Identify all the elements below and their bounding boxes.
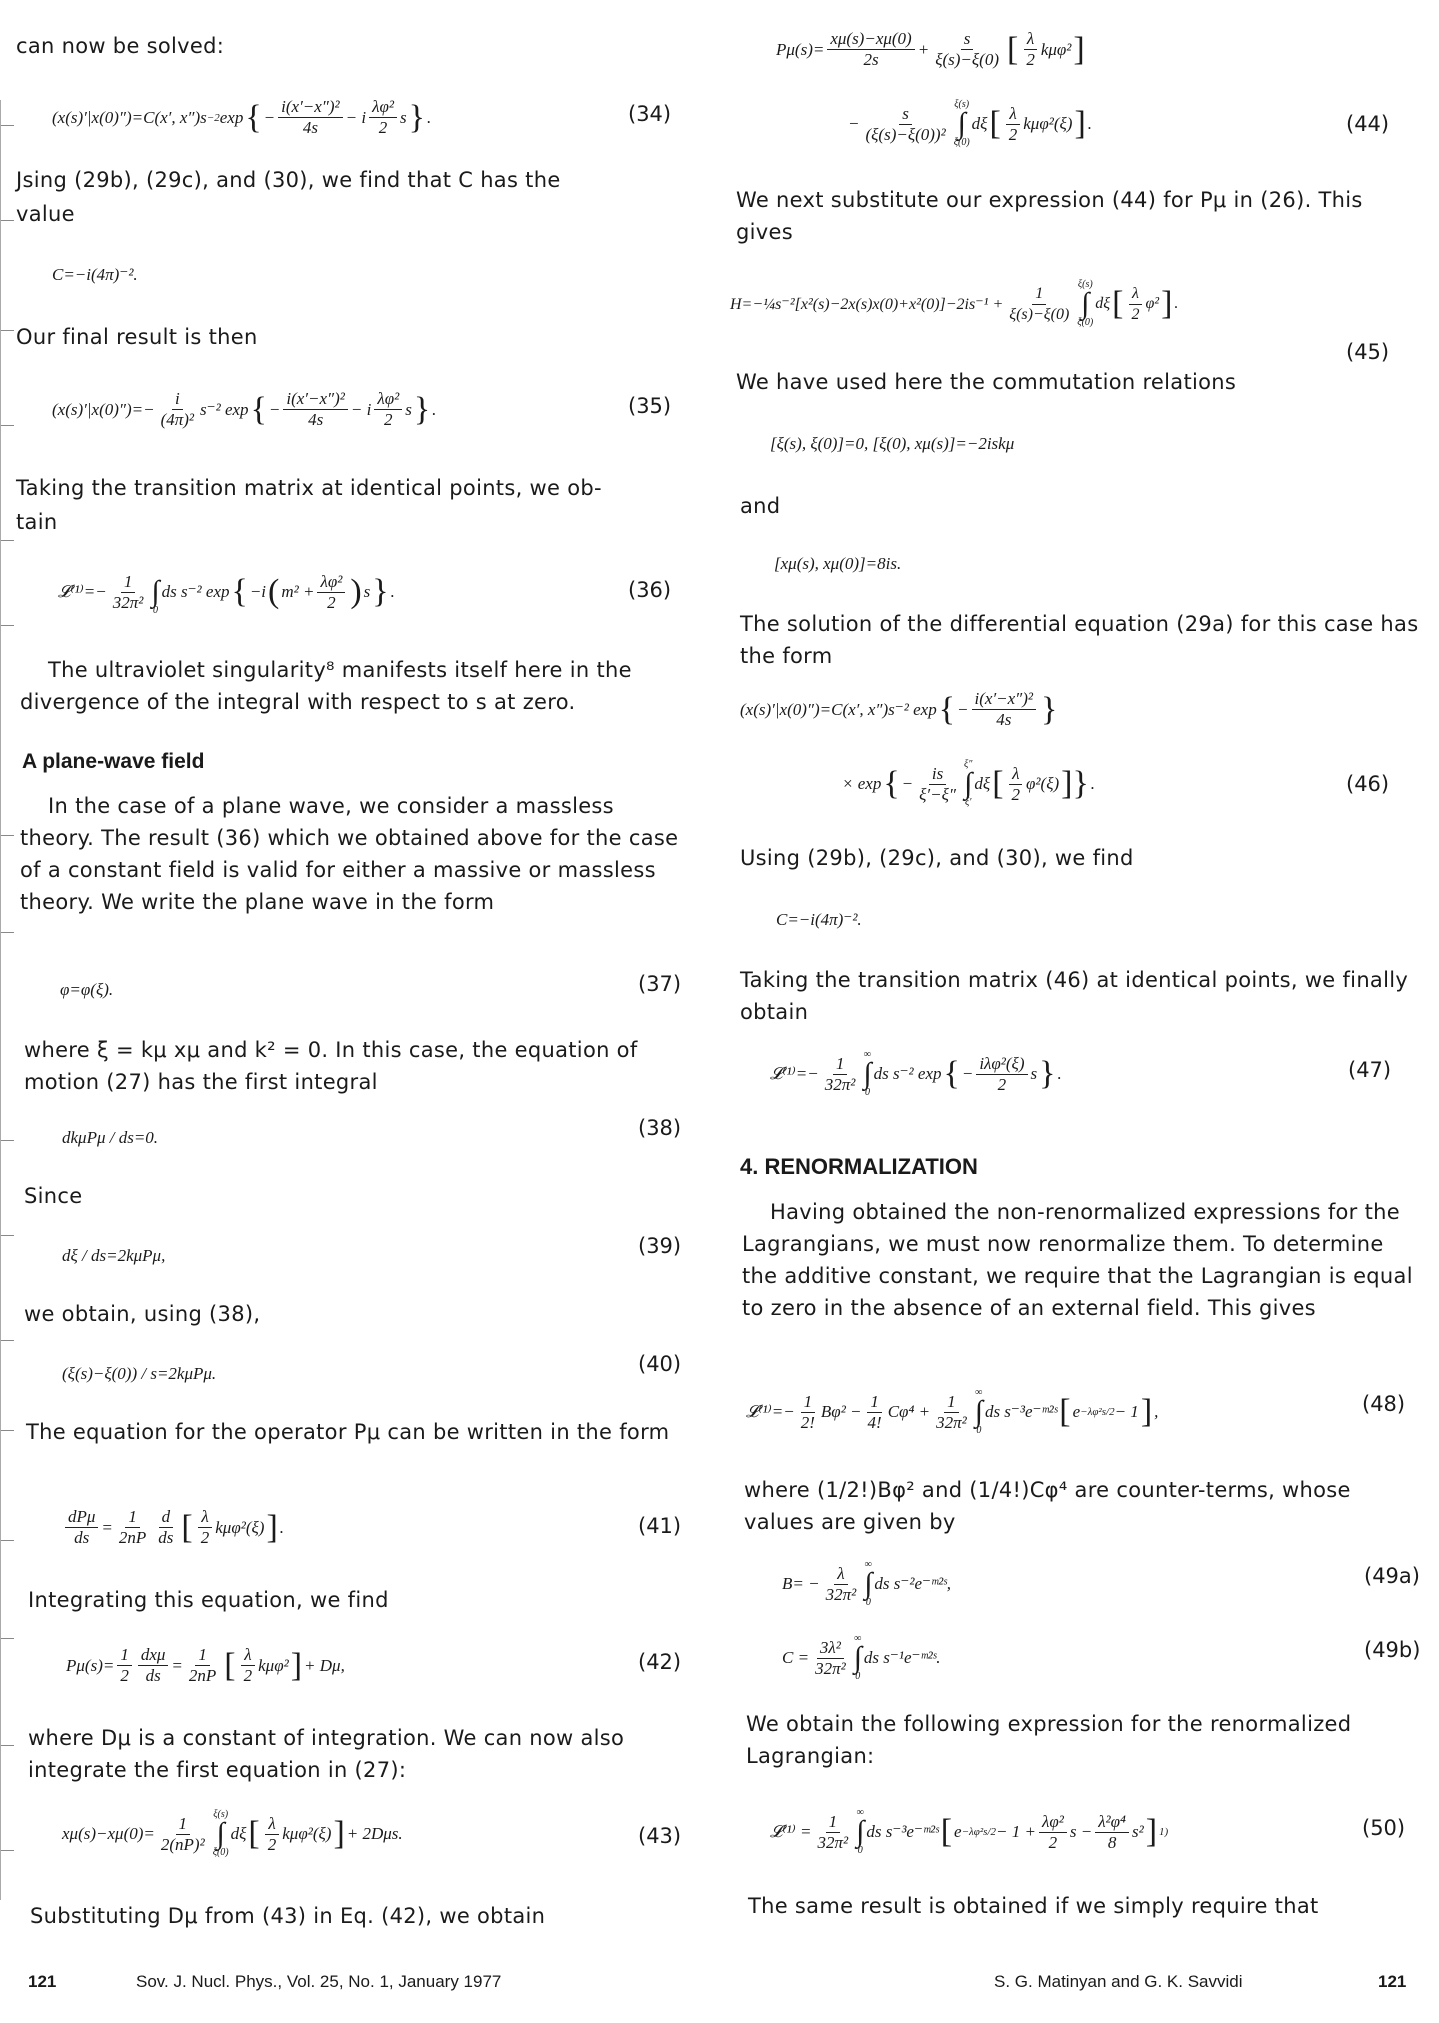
paragraph: where ξ = kμ xμ and k² = 0. In this case, the equation of motion (27) has the first integral <box>24 1038 638 1094</box>
equation-46-line2: × exp { − $\frac{is}{\xi'-\xi''}$ ξ″ ∫ ξ′ dξ [ $\frac{\lambda}{2}$ φ²(ξ) ]} . <box>842 759 1096 808</box>
equation-43: xμ(s)−xμ(0)= $\frac{1}{\text{2(nP)²}}$ ξ(s) ∫ ξ(0) dξ [ $\frac{\lambda}{2}$ kμφ²(ξ) ] + 2Dμs. <box>62 1809 403 1858</box>
equation-c1: C=−i(4π)⁻². <box>52 265 138 284</box>
equation-45: H=−¼s⁻²[x²(s)−2x(s)x(0)+x²(0)]−2is⁻¹ + $\frac{1}{\xi(s)-\xi(0)}$ ξ(s) ∫ ξ(0) dξ [ $\frac{\lambda}{2}$ φ² ] . <box>730 279 1179 328</box>
equation-50: 𝓛⁽¹⁾ = $\frac{1}{\text{32π²}}$ ∞ ∫ 0 ds s⁻³e⁻ᵐ²ˢ [ e −λφ²s/2 − 1 + $\frac{\text{λφ²}}{2}$ s − $\frac{\text{λ²φ⁴}}{8}$ s² ] 1) <box>770 1807 1169 1856</box>
equation-36: 𝓛⁽¹⁾=− $\frac{1}{\text{32π²}}$ ∫ 0 ds s⁻² exp { −i ( m² + $\frac{\text{λφ²}}{2}$ ) s } . <box>58 571 395 616</box>
margin-mark <box>0 625 14 626</box>
paragraph: and <box>740 494 781 518</box>
paragraph: value <box>16 202 75 226</box>
paragraph: Having obtained the non-renormalized expressions for the Lagrangians, we must now renormalize them. To determine the additive constant, we require that the Lagrangian is equal to zero in the absence of an external field. This gives <box>742 1200 1413 1320</box>
margin-mark <box>0 932 14 933</box>
paragraph: In the case of a plane wave, we consider a massless theory. The result (36) which we obtained above for the case of a constant field is valid for either a massive or massless theory. We write the plane wave in the form <box>20 794 679 914</box>
equation-number: (46) <box>1346 772 1390 796</box>
equation-47: 𝓛⁽¹⁾=− $\frac{1}{\text{32π²}}$ ∞ ∫ 0 ds s⁻² exp { − $\frac{\text{iλφ²(ξ)}}{2}$ s } . <box>770 1049 1062 1098</box>
equation-number: (43) <box>638 1824 682 1848</box>
equation-number: (35) <box>628 394 672 418</box>
paragraph: The solution of the differential equation (29a) for this case has the form <box>740 612 1419 668</box>
equation-c2: C=−i(4π)⁻². <box>776 910 862 929</box>
paragraph: Substituting Dμ from (43) in Eq. (42), we obtain <box>30 1904 546 1928</box>
equation-48: 𝓛⁽¹⁾=− $\frac{1}{2!}$ Bφ² − $\frac{1}{4!}$ Cφ⁴ + $\frac{1}{\text{32π²}}$ ∞ ∫ 0 ds s⁻³e⁻ᵐ²ˢ [ e −λφ²s/2 − 1 ] , <box>746 1387 1159 1436</box>
equation-number: (41) <box>638 1514 682 1538</box>
paragraph: can now be solved: <box>16 34 225 58</box>
paragraph: We obtain the following expression for the renormalized Lagrangian: <box>746 1712 1352 1768</box>
paragraph: Taking the transition matrix (46) at identical points, we finally obtain <box>740 968 1409 1024</box>
equation-38: dkμPμ / ds=0. <box>62 1128 159 1147</box>
equation-number: (39) <box>638 1234 682 1258</box>
margin-mark <box>0 1850 14 1851</box>
paragraph: The same result is obtained if we simply require that <box>748 1894 1319 1918</box>
equation-37: φ=φ(ξ). <box>60 980 114 999</box>
paragraph: Since <box>24 1184 83 1208</box>
paragraph: where (1/2!)Bφ² and (1/4!)Cφ⁴ are counter-terms, whose values are given by <box>744 1478 1351 1534</box>
margin-mark <box>0 330 14 331</box>
page-number-left: 121 <box>28 1972 57 1991</box>
equation-number: (49a) <box>1364 1564 1420 1588</box>
margin-mark <box>0 220 14 221</box>
paragraph: The ultraviolet singularity⁸ manifests itself here in the divergence of the integral with respect to s at zero. <box>20 658 632 714</box>
equation-35: (x(s)′|x(0)″)=− $\frac{i}{\text{(4π)²}}$ s⁻² exp { − $\frac{\text{i(x′−x″)²}}{4s}$ − i $\frac{\text{λφ²}}{2}$ s } . <box>52 389 437 429</box>
equation-46-line1: (x(s)′|x(0)″)=C(x′, x″)s⁻² exp { − $\frac{\text{i(x′−x″)²}}{4s}$ } <box>740 689 1058 729</box>
paragraph: Taking the transition matrix at identical points, we ob- <box>16 476 602 500</box>
equation-number: (50) <box>1362 1816 1406 1840</box>
paragraph: Jsing (29b), (29c), and (30), we find that C has the <box>16 168 561 192</box>
equation-number: (34) <box>628 102 672 126</box>
equation-40: (ξ(s)−ξ(0)) / s=2kμPμ. <box>62 1364 217 1383</box>
margin-mark <box>0 1235 14 1236</box>
equation-number: (36) <box>628 578 672 602</box>
section-heading: 4. RENORMALIZATION <box>740 1154 978 1179</box>
margin-line <box>0 100 1 1900</box>
section-heading: A plane-wave field <box>22 750 205 773</box>
equation-44-line1: Pμ(s)= $\frac{x\mu(s)-x\mu(0)}{2s}$ + $\frac{s}{\xi(s)-\xi(0)}$ [ $\frac{\lambda}{2}$ kμφ² ] <box>776 29 1085 69</box>
paragraph: where Dμ is a constant of integration. We can now also integrate the first equation in (27): <box>28 1726 625 1782</box>
equation-number: (38) <box>638 1116 682 1140</box>
paragraph: We next substitute our expression (44) for Pμ in (26). This gives <box>736 188 1363 244</box>
margin-mark <box>0 540 14 541</box>
margin-mark <box>0 1745 14 1746</box>
equation-number: (45) <box>1346 340 1390 364</box>
paragraph: Integrating this equation, we find <box>28 1588 389 1612</box>
equation-34: (x(s)′|x(0)″)=C(x′, x″)s −2 exp { − $\frac{\text{i(x′−x″)²}}{4s}$ − i $\frac{\text{λφ²}}{2}$ s } . <box>52 97 432 137</box>
paragraph: we obtain, using (38), <box>24 1302 261 1326</box>
margin-mark <box>0 425 14 426</box>
journal-citation: Sov. J. Nucl. Phys., Vol. 25, No. 1, January 1977 <box>136 1972 502 1991</box>
page-number-right: 121 <box>1378 1972 1407 1991</box>
equation-44-line2: − $\frac{s}{\text{(ξ(s)−ξ(0))²}}$ ξ(s) ∫ ξ(0) dξ [ $\frac{\lambda}{2}$ kμφ²(ξ) ] . <box>848 99 1093 148</box>
margin-mark <box>0 1430 14 1431</box>
equation-42: Pμ(s)= $\frac{1}{2}$ $\frac{\text{dxμ}}{ds}$ = $\frac{1}{2nP}$ [ $\frac{\lambda}{2}$ kμφ² ] + Dμ, <box>66 1645 345 1685</box>
margin-mark <box>0 835 14 836</box>
equation-41: $\frac{\text{dPμ}}{ds}$ = $\frac{1}{2nP}$ $\frac{d}{ds}$ [ $\frac{\lambda}{2}$ kμφ²(ξ) ] . <box>62 1508 284 1547</box>
equation-commutation-2: [xμ(s), xμ(0)]=8is. <box>774 554 902 573</box>
margin-mark <box>0 1340 14 1341</box>
equation-number: (48) <box>1362 1392 1406 1416</box>
equation-number: (49b) <box>1364 1638 1421 1662</box>
margin-mark <box>0 1140 14 1141</box>
paragraph: Our final result is then <box>16 325 258 349</box>
equation-number: (37) <box>638 972 682 996</box>
paragraph: Using (29b), (29c), and (30), we find <box>740 846 1134 870</box>
equation-number: (40) <box>638 1352 682 1376</box>
margin-mark <box>0 1638 14 1639</box>
paragraph: The equation for the operator Pμ can be written in the form <box>26 1420 670 1444</box>
margin-mark <box>0 125 14 126</box>
paragraph: tain <box>16 510 58 534</box>
equation-number: (47) <box>1348 1058 1392 1082</box>
equation-commutation-1: [ξ(s), ξ(0)]=0, [ξ(0), xμ(s)]=−2iskμ <box>770 434 1015 453</box>
paragraph: We have used here the commutation relations <box>736 370 1237 394</box>
equation-49b: C = $\frac{\text{3λ²}}{\text{32π²}}$ ∞ ∫ 0 ds s⁻¹e⁻ᵐ²ˢ. <box>782 1633 941 1682</box>
equation-number: (44) <box>1346 112 1390 136</box>
author-line: S. G. Matinyan and G. K. Savvidi <box>994 1972 1243 1991</box>
equation-number: (42) <box>638 1650 682 1674</box>
margin-mark <box>0 1540 14 1541</box>
equation-39: dξ / ds=2kμPμ, <box>62 1246 166 1265</box>
equation-49a: B= − $\frac{\lambda}{\text{32π²}}$ ∞ ∫ 0 ds s⁻²e⁻ᵐ²ˢ, <box>782 1559 952 1608</box>
